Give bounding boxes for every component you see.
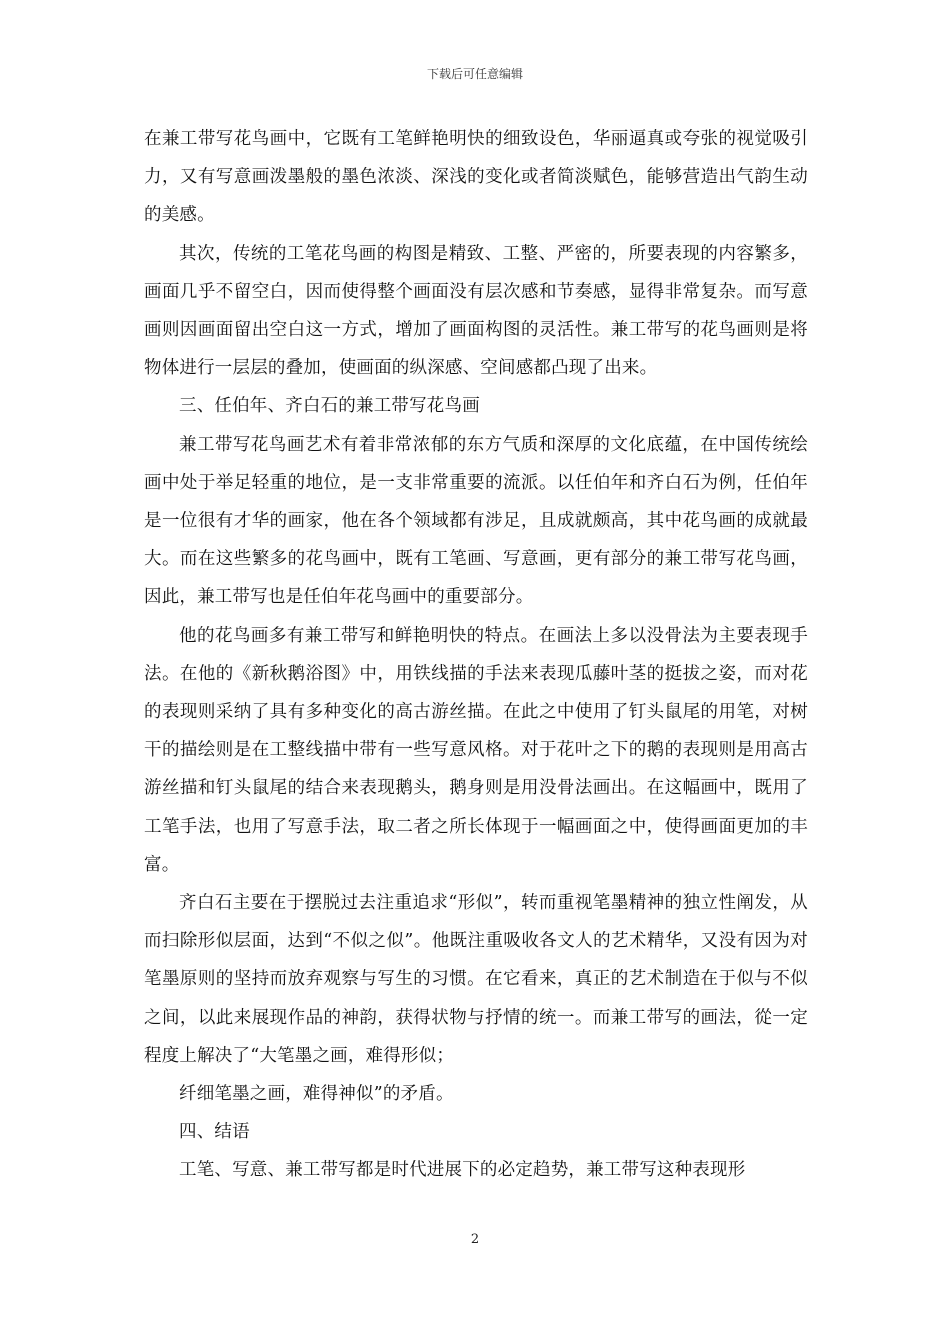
section-heading-4: 四、结语 xyxy=(179,1122,250,1143)
section-heading-3: 三、任伯年、齐白石的兼工带写花鸟画 xyxy=(179,396,480,417)
paragraph-3: 兼工带写花鸟画艺术有着非常浓郁的东方气质和深厚的文化底蕴，在中国传统绘画中处于举足轻重的地位，是一支非常重要的流派。以任伯年和齐白石为例，任伯年是一位很有才华的画家，他在各个领域都有涉足，且成就颇高，其中花鸟画的成就最大。而在这些繁多的花鸟画中，既有工笔画、写意画，更有部分的兼工带写花鸟画，因此，兼工带写也是任伯年花鸟画中的重要部分。 xyxy=(144,434,808,608)
paragraph-2: 其次，传统的工笔花鸟画的构图是精致、工整、严密的，所要表现的内容繁多，画面几乎不留空白，因而使得整个画面没有层次感和节奏感，显得非常复杂。而写意画则因画面留出空白这一方式，增加了画面构图的灵活性。兼工带写的花鸟画则是将物体进行一层层的叠加，使画面的纵深感、空间感都凸现了出来。 xyxy=(144,243,808,379)
document-body xyxy=(144,120,808,1190)
paragraph-1: 在兼工带写花鸟画中，它既有工笔鲜艳明快的细致设色，华丽逼真或夸张的视觉吸引力，又有写意画泼墨般的墨色浓淡、深浅的变化或者简淡赋色，能够营造出气韵生动的美感。 xyxy=(144,129,808,226)
paragraph-7: 工笔、写意、兼工带写都是时代进展下的必定趋势，兼工带写这种表现形 xyxy=(179,1160,746,1181)
paragraph-6: 纤细笔墨之画，难得神似”的矛盾。 xyxy=(179,1084,454,1105)
paragraph-5: 齐白石主要在于摆脱过去注重追求“形似”，转而重视笔墨精神的独立性阐发，从而扫除形似层面，达到“不似之似”。他既注重吸收各文人的艺术精华，又没有因为对笔墨原则的坚持而放弃观察与写生的习惯。在它看来，真正的艺术制造在于似与不似之间，以此来展现作品的神韵，获得状物与抒情的统一。而兼工带写的画法，從一定程度上解决了“大笔墨之画，难得形似； xyxy=(144,893,808,1066)
page-number: 2 xyxy=(470,1232,480,1247)
paragraph-4: 他的花鸟画多有兼工带写和鲜艳明快的特点。在画法上多以没骨法为主要表现手法。在他的《新秋鹅浴图》中，用铁线描的手法来表现瓜藤叶茎的挺拔之姿，而对花的表现则采纳了具有多种变化的高古游丝描。在此之中使用了钉头鼠尾的用笔，对树干的描绘则是在工整线描中带有一些写意风格。对于花叶之下的鹅的表现则是用高古游丝描和钉头鼠尾的结合来表现鹅头，鹅身则是用没骨法画出。在这幅画中，既用了工笔手法，也用了写意手法，取二者之所长体现于一幅画面之中，使得画面更加的丰富。 xyxy=(144,625,808,875)
page-header: 下载后可任意编辑 xyxy=(426,67,523,81)
